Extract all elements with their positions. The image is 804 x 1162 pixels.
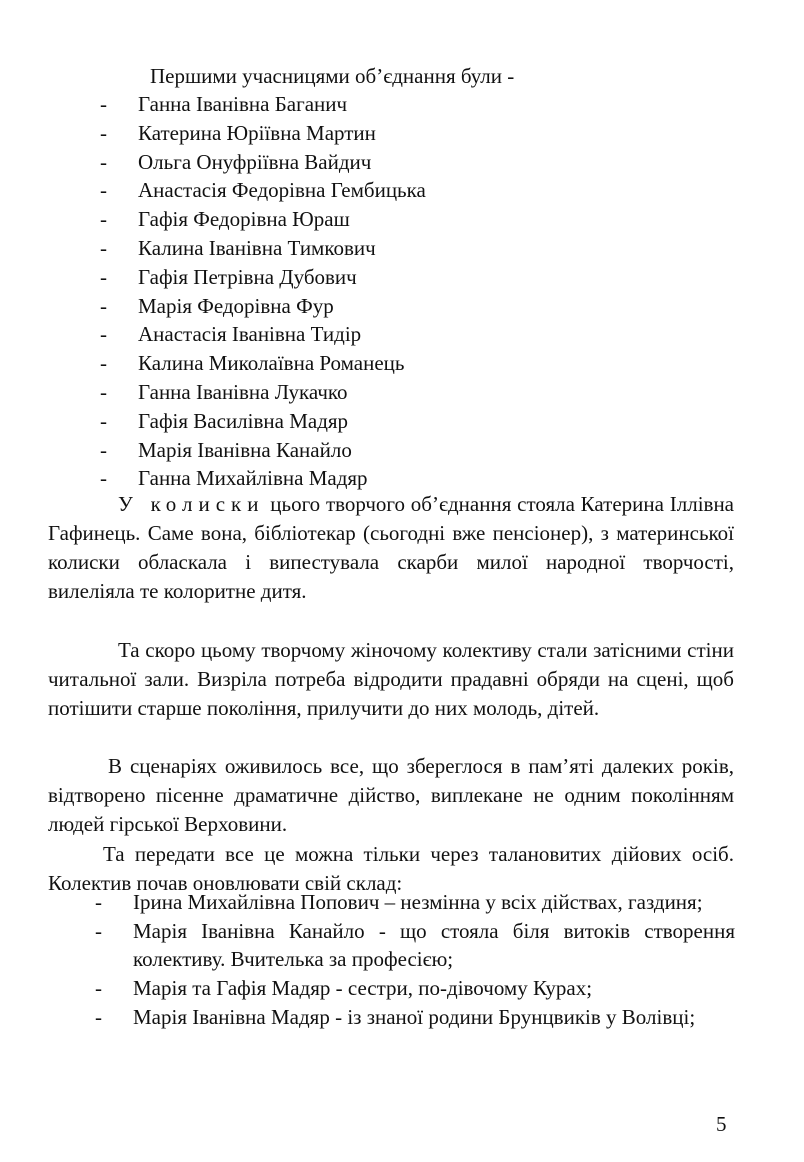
list-dash: - (100, 120, 107, 145)
list-dash: - (100, 178, 107, 203)
member-item (100, 234, 426, 263)
list-dash: - (100, 149, 107, 174)
paragraph-founder-lead: У колиски (118, 492, 265, 516)
member-item (100, 349, 426, 378)
member-name: Ганна Іванівна Баганич (138, 92, 348, 116)
cast-entry: Марія та Гафія Мадяр - сестри, по-дівочому Курах; (133, 976, 593, 1000)
list-dash: - (95, 976, 102, 1000)
members-intro: Першими учасницями об’єднання були - (150, 64, 515, 88)
cast-entry: Марія Іванівна Мадяр - із знаної родини Брунцвиків у Волівці; (133, 1005, 696, 1029)
list-dash: - (100, 408, 107, 433)
cast-item (95, 917, 735, 973)
list-dash: - (100, 293, 107, 318)
member-item (100, 464, 426, 493)
member-name: Марія Іванівна Канайло (138, 437, 352, 462)
list-dash: - (100, 207, 107, 232)
paragraph-scenarios (48, 752, 734, 839)
member-item (100, 90, 426, 119)
member-item (100, 407, 426, 436)
cast-item (95, 1003, 735, 1031)
list-dash: - (95, 1005, 102, 1029)
paragraph-stage-text: Та скоро цьому творчому жіночому колективу стали затісними стіни читальної зали. Визріла потреба відродити прадавні обряди на сцені, щоб потішити старше покоління, прилучити до них молодь, дітей. (48, 638, 734, 720)
member-name: Гафія Василівна Мадяр (138, 408, 349, 433)
list-dash: - (100, 235, 107, 260)
member-name: Ольга Онуфріївна Вайдич (138, 149, 372, 174)
member-item (100, 205, 426, 234)
list-dash: - (100, 264, 107, 289)
paragraph-founder-text: цього творчого об’єднання стояла Катерина Іллівна Гафинець. Саме вона, бібліотекар (сьогодні вже пенсіонер), з материнської колиски обласкала і випестувала скарби милої народної творчості, вилеліяла те колоритне дитя. (48, 492, 735, 603)
list-dash: - (100, 437, 107, 462)
cast-entry: Ірина Михайлівна Попович – незмінна у всіх дійствах, газдиня; (133, 890, 703, 914)
member-name: Калина Миколаївна Романець (138, 351, 405, 376)
member-item (100, 176, 426, 205)
page-number: 5 (716, 1112, 727, 1136)
member-item (100, 320, 426, 349)
list-dash: - (100, 322, 107, 347)
paragraph-stage (48, 636, 734, 723)
member-name: Ганна Іванівна Лукачко (138, 379, 348, 404)
cast-item (95, 974, 735, 1002)
paragraph-scenarios-text: В сценаріях оживилось все, що збереглося в пам’яті далеких років, відтворено пісенне драматичне дійство, виплекане не одним поколінням людей гірської Верховини. (48, 754, 734, 836)
member-item (100, 148, 426, 177)
list-dash: - (100, 379, 107, 404)
member-item (100, 378, 426, 407)
member-item (100, 292, 426, 321)
member-item (100, 263, 426, 292)
list-dash: - (100, 351, 107, 376)
member-name: Марія Федорівна Фур (138, 293, 334, 318)
member-name: Ганна Михайлівна Мадяр (138, 466, 368, 491)
list-dash: - (100, 466, 107, 491)
member-name: Катерина Юріївна Мартин (138, 120, 376, 145)
cast-item (95, 888, 735, 916)
member-name: Калина Іванівна Тимкович (138, 235, 376, 260)
cast-entry: Марія Іванівна Канайло - що стояла біля витоків створення колективу. Вчителька за професією; (133, 919, 735, 971)
members-list (100, 90, 426, 493)
member-name: Гафія Петрівна Дубович (138, 264, 357, 289)
cast-list (95, 888, 735, 1032)
list-dash: - (100, 92, 107, 116)
paragraph-founder (48, 490, 734, 606)
list-dash: - (95, 919, 102, 943)
member-name: Анастасія Іванівна Тидір (138, 322, 362, 347)
paragraph-cast-intro-text: Та передати все це можна тільки через талановитих дійових осіб. Колектив почав оновлювати свій склад: (48, 842, 734, 895)
member-name: Гафія Федорівна Юраш (138, 207, 350, 232)
member-item (100, 436, 426, 465)
list-dash: - (95, 890, 102, 914)
member-item (100, 119, 426, 148)
member-name: Анастасія Федорівна Гембицька (138, 178, 426, 203)
